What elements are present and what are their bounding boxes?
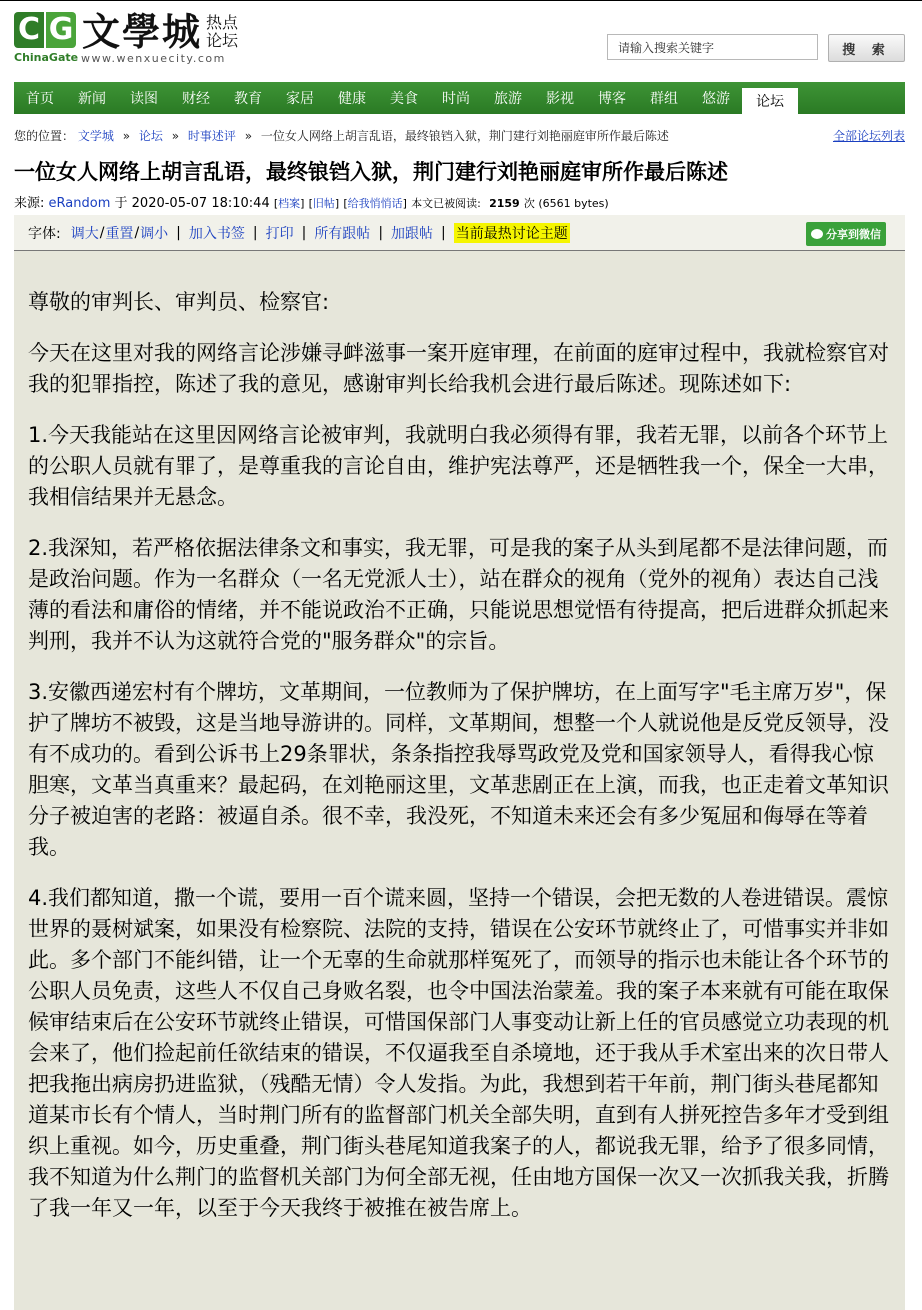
logo-chinagate: ChinaGate — [14, 51, 79, 64]
search-input[interactable] — [607, 34, 818, 60]
nav-item-film[interactable]: 影视 — [546, 91, 574, 107]
hot-topic-link[interactable]: 当前最热讨论主题 — [454, 223, 570, 243]
font-smaller-link[interactable]: 调小 — [140, 225, 169, 242]
nav-item-education[interactable]: 教育 — [234, 91, 262, 107]
post-paragraph: 3.安徽西递宏村有个牌坊，文革期间，一位教师为了保护牌坊，在上面写字"毛主席万岁"，保护了牌坊不被毁，这是当地导游讲的。同样，文革期间，想整一个人就说他是反党反领导，没有不成功的。看到公诉书上29条罪状，条条指控我辱骂政党及党和国家领导人，看得我心惊胆寒，文革当真重来？最起码，在刘艳丽这里，文革悲剧正在上演，而我，也正走着文革知识分子被迫害的老路：被逼自杀。很不幸，我没死，不知道未来还会有多少冤屈和侮辱在等着我。 — [28, 680, 889, 859]
nav-item-leisure[interactable]: 悠游 — [702, 91, 730, 107]
all-replies-link[interactable]: 所有跟帖 — [314, 225, 371, 242]
read-count: 2159 — [489, 197, 520, 210]
post-content — [14, 251, 905, 1310]
logo-letter-g: G — [46, 12, 76, 48]
nav-item-food[interactable]: 美食 — [390, 91, 418, 107]
wechat-icon — [811, 229, 823, 239]
breadcrumb-separator: » — [122, 129, 131, 143]
add-reply-link[interactable]: 加跟帖 — [391, 225, 434, 242]
top-border — [0, 0, 922, 1]
post-paragraph: 1.今天我能站在这里因网络言论被审判，我就明白我必须得有罪，我若无罪，以前各个环节上的公职人员就有罪了，是尊重我的言论自由，维护宪法尊严，还是牺牲我一个，保全一大串，我相信结果并无悬念。 — [28, 423, 889, 509]
read-suffix: 次 (6561 bytes) — [523, 197, 609, 210]
nav-item-fashion[interactable]: 时尚 — [442, 91, 470, 107]
breadcrumb-link-wenxuecity[interactable]: 文学城 — [77, 129, 114, 143]
logo-brand-text: 文學城 — [82, 9, 203, 54]
nav-item-finance[interactable]: 财经 — [182, 91, 210, 107]
nav-item-groups[interactable]: 群组 — [650, 91, 678, 107]
nav-item-photos[interactable]: 读图 — [130, 91, 158, 107]
logo-url: www.wenxuecity.com — [81, 52, 226, 65]
nav-item-health[interactable]: 健康 — [338, 91, 366, 107]
post-toolbar: 字体: 调大 / 重置 / 调小 | 加入书签 | 打印 | 所有跟帖 | 加跟帖 | 当前最热讨论主题 分享到微信 — [14, 215, 905, 251]
read-label: 本文已被阅读: — [411, 197, 481, 210]
logo-cg-mark — [14, 12, 76, 48]
bookmark-link[interactable]: 加入书签 — [188, 225, 245, 242]
nav-item-home[interactable]: 首页 — [26, 91, 54, 107]
post-datetime: 2020-05-07 18:10:44 — [131, 196, 270, 211]
nav-item-travel[interactable]: 旅游 — [494, 91, 522, 107]
breadcrumb-separator: » — [244, 129, 253, 143]
post-meta: 来源: eRandom 于 2020-05-07 18:10:44 [档案] [旧帖] [给我悄悄话] 本文已被阅读: 2159 次 (6561 bytes) — [14, 196, 609, 211]
font-larger-link[interactable]: 调大 — [70, 225, 99, 242]
breadcrumb-prefix: 您的位置： — [14, 129, 75, 143]
private-message-link[interactable]: 给我悄悄话 — [347, 197, 403, 210]
page-title: 一位女人网络上胡言乱语，最终锒铛入狱，荆门建行刘艳丽庭审所作最后陈述 — [14, 160, 728, 184]
nav-item-forum[interactable]: 论坛 — [742, 88, 798, 114]
author-link[interactable]: eRandom — [48, 196, 111, 211]
source-label: 来源: — [14, 196, 45, 211]
search-button[interactable]: 搜 索 — [828, 34, 905, 62]
nav-item-blog[interactable]: 博客 — [598, 91, 626, 107]
old-posts-link[interactable]: 旧帖 — [312, 197, 335, 210]
nav-item-home-living[interactable]: 家居 — [286, 91, 314, 107]
post-paragraph: 4.我们都知道，撒一个谎，要用一百个谎来圆，坚持一个错误，会把无数的人卷进错误。震惊世界的聂树斌案，如果没有检察院、法院的支持，错误在公安环节就终止了，可惜事实并非如此。多个部门不能纠错，让一个无辜的生命就那样冤死了，而领导的指示也未能让各个环节的公职人员免责，这些人不仅自己身败名裂，也令中国法治蒙羞。我的案子本来就有可能在取保候审结束后在公安环节就终止错误，可惜国保部门人事变动让新上任的官员感觉立功表现的机会来了，他们捡起前任欲结束的错误，不仅逼我至自杀境地，还于我从手术室出来的次日带人把我拖出病房扔进监狱，（残酷无情）令人发指。为此，我想到若干年前，荆门街头巷尾都知道某市长有个情人，当时荆门所有的监督部门机关全部失明，直到有人拼死控告多年才受到组织上重视。如今，历史重叠，荆门街头巷尾知道我案子的人，都说我无罪，给予了很多同情，我不知道为什么荆门的监督机关部门为何全部无视，任由地方国保一次又一次抓我关我，折腾了我一年又一年，以至于今天我终于被推在被告席上。 — [28, 886, 889, 1220]
main-nav — [14, 82, 905, 114]
wechat-share-label: 分享到微信 — [826, 228, 881, 241]
breadcrumb-separator: » — [171, 129, 180, 143]
wechat-share-button[interactable] — [806, 222, 886, 246]
font-reset-link[interactable]: 重置 — [105, 225, 134, 242]
font-label: 字体: — [28, 225, 61, 242]
archive-link[interactable]: 档案 — [278, 197, 301, 210]
post-paragraph: 尊敬的审判长、审判员、检察官: — [28, 290, 330, 314]
logo-letter-c: C — [14, 12, 44, 48]
breadcrumb-link-commentary[interactable]: 时事述评 — [187, 129, 236, 143]
site-logo[interactable] — [14, 9, 244, 66]
breadcrumb-link-forum[interactable]: 论坛 — [138, 129, 163, 143]
breadcrumb — [14, 127, 669, 144]
logo-subtitle: 热点论坛 — [206, 13, 239, 50]
post-paragraph: 2.我深知，若严格依据法律条文和事实，我无罪，可是我的案子从头到尾都不是法律问题，而是政治问题。作为一名群众（一名无党派人士），站在群众的视角（党外的视角）表达自己浅薄的看法和庸俗的情绪，并不能说政治不正确，只能说思想觉悟有待提高，把后进群众抓起来判刑，我并不认为这就符合党的"服务群众"的宗旨。 — [28, 536, 889, 653]
print-link[interactable]: 打印 — [265, 225, 294, 242]
nav-item-news[interactable]: 新闻 — [78, 91, 106, 107]
at-label: 于 — [114, 196, 128, 211]
all-forums-link[interactable]: 全部论坛列表 — [832, 129, 905, 143]
breadcrumb-current: 一位女人网络上胡言乱语，最终锒铛入狱，荆门建行刘艳丽庭审所作最后陈述 — [260, 129, 669, 143]
post-paragraph: 今天在这里对我的网络言论涉嫌寻衅滋事一案开庭审理，在前面的庭审过程中，我就检察官对我的犯罪指控，陈述了我的意见，感谢审判长给我机会进行最后陈述。现陈述如下: — [28, 341, 889, 396]
